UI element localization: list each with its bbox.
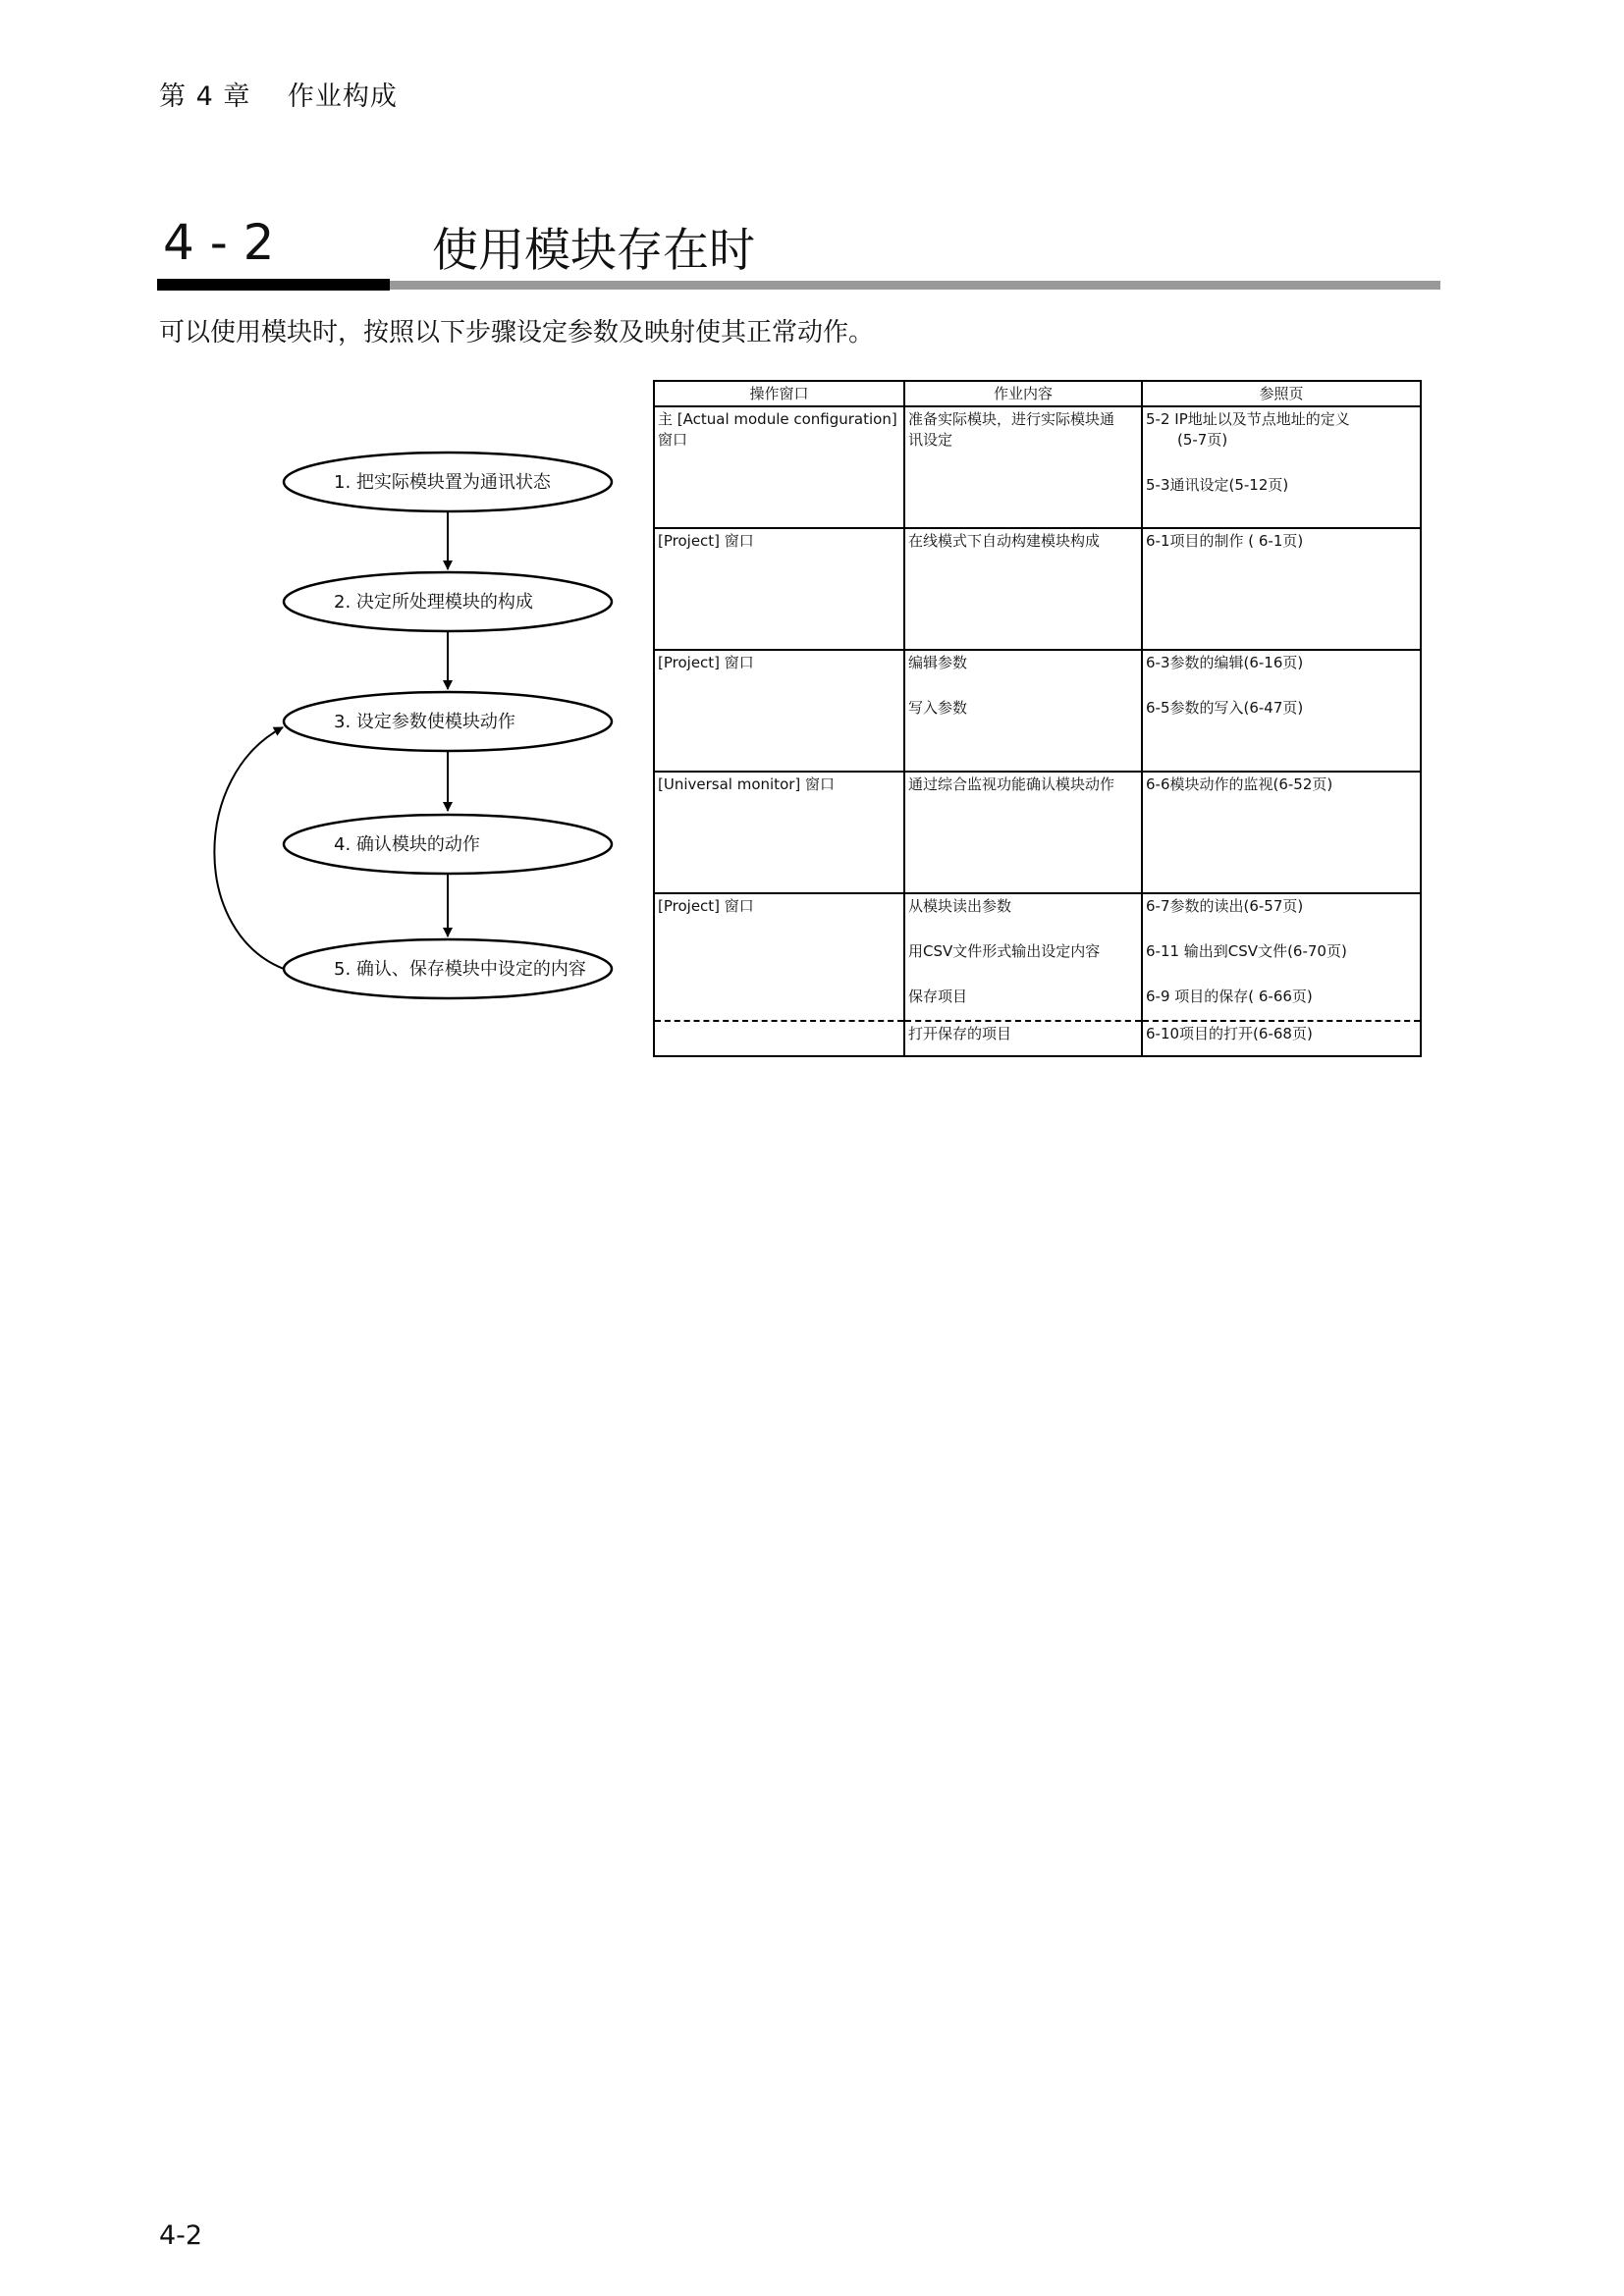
flow-step-5 (284, 939, 612, 998)
cell-window (654, 893, 904, 1021)
intro-paragraph: 可以使用模块时，按照以下步骤设定参数及映射使其正常动作。 (159, 318, 875, 347)
flow-step-2-label: 2. 决定所处理模块的构成 (334, 592, 533, 613)
cell-text: 讯设定 (908, 431, 953, 449)
flow-step-4 (284, 815, 612, 874)
cell-text: 6-6模块动作的监视(6-52页) (1146, 775, 1333, 793)
cell-window (654, 650, 904, 772)
cell-text: 用CSV文件形式输出设定内容 (908, 942, 1101, 960)
cell-text: [Project] 窗口 (658, 897, 754, 915)
cell-text: 5-2 IP地址以及节点地址的定义 (1146, 410, 1350, 428)
header-task: 作业内容 (904, 381, 1142, 406)
procedure-table (653, 380, 1422, 1057)
cell-text: [Project] 窗口 (658, 532, 754, 550)
cell-task (904, 1021, 1142, 1056)
cell-text: 6-7参数的读出(6-57页) (1146, 897, 1304, 915)
cell-text: [Project] 窗口 (658, 654, 754, 671)
cell-text: [Universal monitor] 窗口 (658, 775, 836, 793)
cell-text: 准备实际模块，进行实际模块通 (908, 410, 1115, 428)
cell-text: 6-10项目的打开(6-68页) (1146, 1025, 1313, 1042)
cell-text: 打开保存的项目 (908, 1025, 1012, 1042)
cell-text: 编辑参数 (908, 654, 968, 671)
page-number: 4-2 (159, 2220, 203, 2251)
table-row (654, 893, 1421, 1021)
flow-step-1-label: 1. 把实际模块置为通讯状态 (334, 472, 551, 493)
cell-text: 6-5参数的写入(6-47页) (1146, 699, 1304, 717)
table-row (654, 772, 1421, 893)
flow-step-4-label: 4. 确认模块的动作 (334, 834, 480, 855)
cell-window (654, 528, 904, 650)
table-row (654, 1021, 1421, 1056)
flow-step-3-label: 3. 设定参数使模块动作 (334, 712, 515, 732)
cell-text: 在线模式下自动构建模块构成 (908, 532, 1101, 550)
cell-reference (1142, 893, 1421, 1021)
cell-reference (1142, 772, 1421, 893)
cell-task (904, 650, 1142, 772)
cell-window (654, 1021, 904, 1056)
cell-text: 主 [Actual module configuration] (658, 410, 897, 428)
header-reference: 参照页 (1142, 381, 1421, 406)
cell-task (904, 528, 1142, 650)
cell-task (904, 406, 1142, 528)
chapter-header: 第 4 章 作业构成 (159, 81, 398, 112)
cell-text: 6-1项目的制作 ( 6-1页) (1146, 532, 1304, 550)
table-header-row (654, 381, 1421, 406)
cell-reference (1142, 406, 1421, 528)
cell-reference (1142, 528, 1421, 650)
cell-window (654, 406, 904, 528)
table-row (654, 406, 1421, 528)
cell-window (654, 772, 904, 893)
cell-text: 6-3参数的编辑(6-16页) (1146, 654, 1304, 671)
table-row (654, 650, 1421, 772)
cell-reference (1142, 650, 1421, 772)
cell-task (904, 893, 1142, 1021)
cell-text: 6-9 项目的保存( 6-66页) (1146, 988, 1313, 1005)
flow-step-1 (284, 453, 612, 511)
flow-step-2 (284, 572, 612, 631)
cell-text: 5-3通讯设定(5-12页) (1146, 476, 1289, 494)
flow-step-3 (284, 692, 612, 751)
cell-text: 6-11 输出到CSV文件(6-70页) (1146, 942, 1347, 960)
section-number: 4 - 2 (163, 214, 275, 271)
section-title: 使用模块存在时 (432, 224, 755, 278)
cell-reference (1142, 1021, 1421, 1056)
table-row (654, 528, 1421, 650)
cell-text: 通过综合监视功能确认模块动作 (908, 775, 1115, 793)
cell-text: 从模块读出参数 (908, 897, 1012, 915)
header-window: 操作窗口 (654, 381, 904, 406)
flow-loop-arrow (214, 727, 284, 969)
cell-text: 保存项目 (908, 988, 968, 1005)
flow-step-5-label: 5. 确认、保存模块中设定的内容 (334, 959, 586, 980)
cell-task (904, 772, 1142, 893)
cell-text: 写入参数 (908, 699, 968, 717)
cell-text: 窗口 (658, 431, 688, 449)
cell-text: (5-7页) (1177, 431, 1228, 449)
